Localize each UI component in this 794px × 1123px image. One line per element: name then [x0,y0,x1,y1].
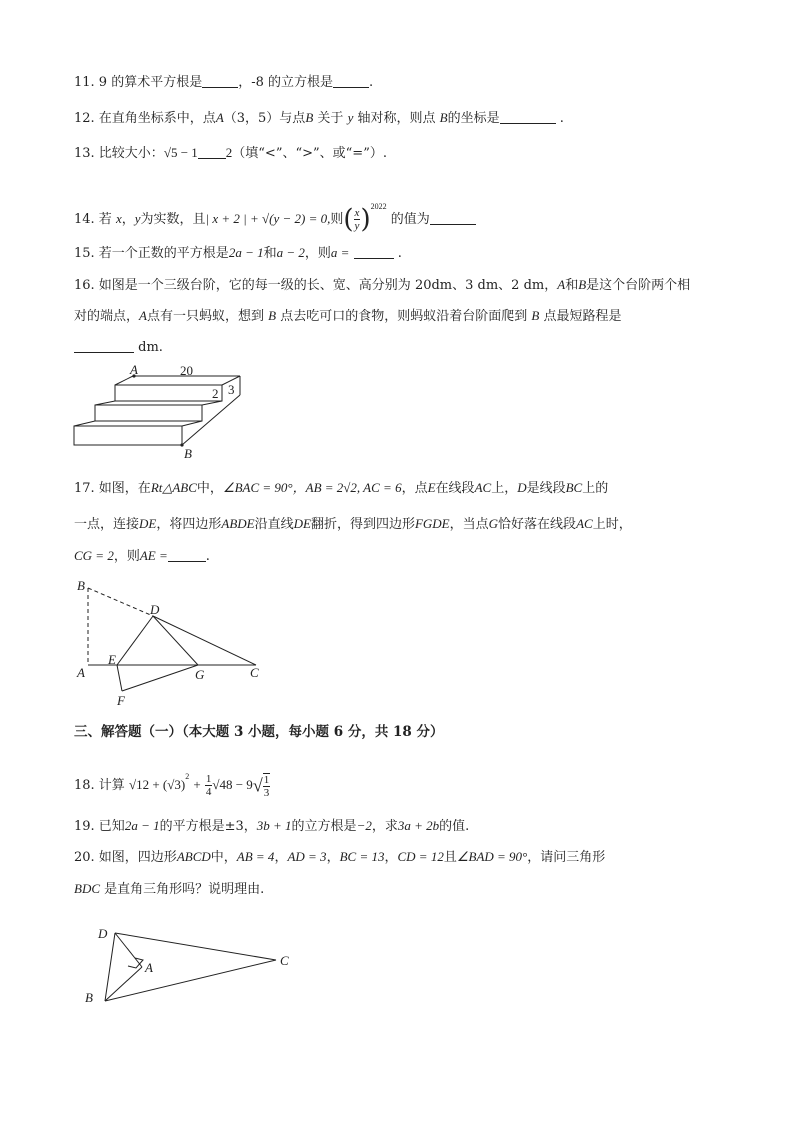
answer-blank[interactable] [168,549,206,562]
q19-expr3: −2 [356,818,372,833]
frac-den: 4 [205,786,212,798]
q19-text4: ，求 [371,819,398,834]
q17-de2: DE [293,516,311,531]
q15-end: . [397,246,402,261]
q17-text9: ，将四边形 [156,517,222,532]
q12-point-b: B [305,110,314,125]
question-17-line3 [74,547,734,566]
q14-x: x [115,211,122,226]
question-20-line1 [74,848,734,867]
q11-text: 11. 9 的算术平方根是 [74,75,203,90]
question-12 [74,109,734,128]
q14-y: y [134,211,141,226]
q14-then: 则 [330,212,344,227]
q17-angle: ∠BAC = 90°， [222,480,306,495]
q19-text2: 的平方根是±3， [159,819,257,834]
q12-axis: y [347,110,354,125]
q12-text4: 的坐标是 [447,111,500,126]
q17-text2: 中， [196,481,223,496]
q18-term1: √12 + (√3) [128,777,186,792]
q17-ab: AB = 2√2 [305,480,357,495]
q14-text: 14. 若 [74,212,112,227]
q20-angle: ∠BAD = 90° [456,849,528,864]
label-3: 3 [228,382,235,397]
question-14 [74,188,734,235]
q16-b3: B [531,308,540,323]
q17-fgde: FGDE [414,516,450,531]
q17-text6: 是线段 [526,481,566,496]
label-a: A [145,960,153,975]
q17-ae: AE = [139,548,168,563]
label-20: 20 [180,363,193,378]
frac-den: y [354,220,360,232]
q16-text: 16. 如图是一个三级台阶，它的每一级的长、宽、高分别为 20dm、3 dm、2 dm， [74,278,558,293]
question-16-line2 [74,307,734,326]
q12-text2: 关于 [317,111,344,126]
label-2: 2 [212,386,219,401]
q16-unit: dm. [138,340,163,355]
q13-expression: √5 − 1 [163,145,198,160]
answer-blank[interactable] [354,246,394,259]
q20-text: 20. 如图，四边形 [74,850,177,865]
q17-e: E [427,480,436,495]
q17-text14: 上时， [592,517,632,532]
q15-a-eq: a = [330,245,350,260]
q11-text2: ，-8 的立方根是 [238,75,334,90]
label-a: A [130,362,138,377]
frac-num: 1 [263,773,270,786]
q12-point-a: A [215,110,224,125]
q19-expr4: 3a + 2b [397,818,440,833]
label-c: C [280,953,289,968]
q15-expr2: a − 2 [276,245,305,260]
frac-num: 1 [205,773,212,785]
label-e: E [108,652,116,667]
q20-cd: CD = 12 [397,849,444,864]
q12-end: . [559,111,564,126]
q14-text3: 的值为 [390,212,430,227]
q11-end: . [369,75,374,90]
q16-b: B [578,277,587,292]
q20-text4: ，请问三角形 [527,850,606,865]
q15-and: 和 [263,246,277,261]
label-d: D [150,602,160,617]
q14-condition: | x + 2 | + √(y − 2) = 0, [205,211,331,226]
question-11 [74,74,734,92]
answer-blank[interactable] [198,146,226,159]
q16-and: 和 [565,278,579,293]
frac-num: x [354,207,360,219]
q13-two: 2 [225,145,233,160]
q17-cg: CG = 2 [74,548,114,563]
question-18 [74,760,734,799]
q18-text: 18. 计算 [74,778,125,793]
question-15 [74,244,734,263]
q20-abcd: ABCD [176,849,211,864]
radical-sign: √ [252,775,263,796]
q17-abde: ABDE [221,516,255,531]
q17-text15: ，则 [113,549,140,564]
q15-text2: ，则 [304,246,331,261]
q17-de: DE [139,516,157,531]
q16-text2: 是这个台阶两个相 [586,278,691,293]
answer-blank[interactable] [74,340,134,353]
quadrilateral-figure [80,920,310,1015]
question-20-line2 [74,880,734,899]
q14-exponent: 2022 [370,202,387,211]
staircase-figure [68,362,258,462]
q20-text5: 是直角三角形吗？说明理由. [104,882,265,897]
question-16-line1 [74,276,734,295]
answer-blank[interactable] [333,75,369,88]
paren-left: ( [343,204,354,235]
q18-square: 2 [185,772,190,781]
q20-ad: AD = 3 [287,849,327,864]
label-a: A [77,665,85,680]
q18-term2: √48 − 9 [212,777,253,792]
question-19 [74,817,734,836]
question-17-line2 [74,515,734,534]
frac-den: 3 [263,786,270,799]
q20-text3: 且 [443,850,457,865]
question-13 [74,144,734,163]
q15-expr1: 2a − 1 [228,245,264,260]
q19-text5: 的值. [439,819,470,834]
folding-figure [70,574,270,714]
q17-ac: , AC = 6 [356,480,402,495]
label-g: G [195,667,205,682]
q16-text5: 点去吃可口的食物，则蚂蚁沿着台阶面爬到 [280,309,528,324]
q20-bdc: BDC [74,881,100,896]
q15-text: 15. 若一个正数的平方根是 [74,246,229,261]
q16-text4: 点有一只蚂蚁，想到 [146,309,264,324]
question-17-line1 [74,479,734,498]
q17-rt: Rt△ABC [150,480,197,495]
q20-sep1: ， [274,850,288,865]
q12-text3: 轴对称，则点 [357,111,436,126]
q17-end: . [205,549,210,564]
q17-text7: 上的 [582,481,609,496]
q12-coord: （3，5）与点 [223,111,306,126]
q16-b2: B [268,308,277,323]
q20-sep2: ， [326,850,340,865]
answer-blank[interactable] [430,212,476,225]
q12-text: 12. 在直角坐标系中，点 [74,111,216,126]
q17-text4: 在线段 [435,481,475,496]
q16-a: A [557,277,566,292]
q17-text8: 一点，连接 [74,517,140,532]
q16-text6: 点最短路程是 [543,309,622,324]
q12-point-b2: B [439,110,448,125]
q17-text5: 上， [491,481,518,496]
q16-a2: A [139,308,147,323]
q17-g: G [488,516,499,531]
q17-text12: ，当点 [449,517,489,532]
q17-ac-seg: AC [474,480,492,495]
label-b: B [77,578,85,593]
q17-text13: 恰好落在线段 [498,517,577,532]
label-b: B [85,990,93,1005]
q17-text10: 沿直线 [254,517,294,532]
answer-blank[interactable] [500,111,556,124]
q19-text3: 的立方根是 [291,819,357,834]
q16-text3: 对的端点， [74,309,140,324]
q17-text: 17. 如图，在 [74,481,151,496]
q14-sep: ， [121,212,135,227]
label-d: D [98,926,108,941]
label-b: B [184,446,192,461]
q20-sep3: ， [384,850,398,865]
q18-plus: + [193,777,201,792]
q13-text: 13. 比较大小： [74,146,164,161]
question-16-line3 [74,339,734,357]
label-c: C [250,665,259,680]
q14-text2: 为实数，且 [140,212,206,227]
q17-ac2: AC [576,516,593,531]
q20-ab: AB = 4 [236,849,275,864]
answer-blank[interactable] [202,75,238,88]
section-heading: 三、解答题（一）（本大题 3 小题，每小题 6 分，共 18 分） [74,724,444,740]
label-f: F [117,693,125,708]
q17-bc: BC [565,480,583,495]
q19-text: 19. 已知 [74,819,125,834]
q19-expr1: 2a − 1 [124,818,160,833]
paren-right: ) [360,204,371,235]
q17-text11: 翻折，得到四边形 [310,517,415,532]
q20-bc: BC = 13 [339,849,385,864]
q18-root-fraction [263,773,271,799]
q19-expr2: 3b + 1 [256,818,292,833]
q17-d: D [517,480,527,495]
q13-text2: （填“<”、“>”、或“=”）. [232,146,387,161]
q17-text3: ，点 [401,481,428,496]
q20-text2: 中， [210,850,237,865]
